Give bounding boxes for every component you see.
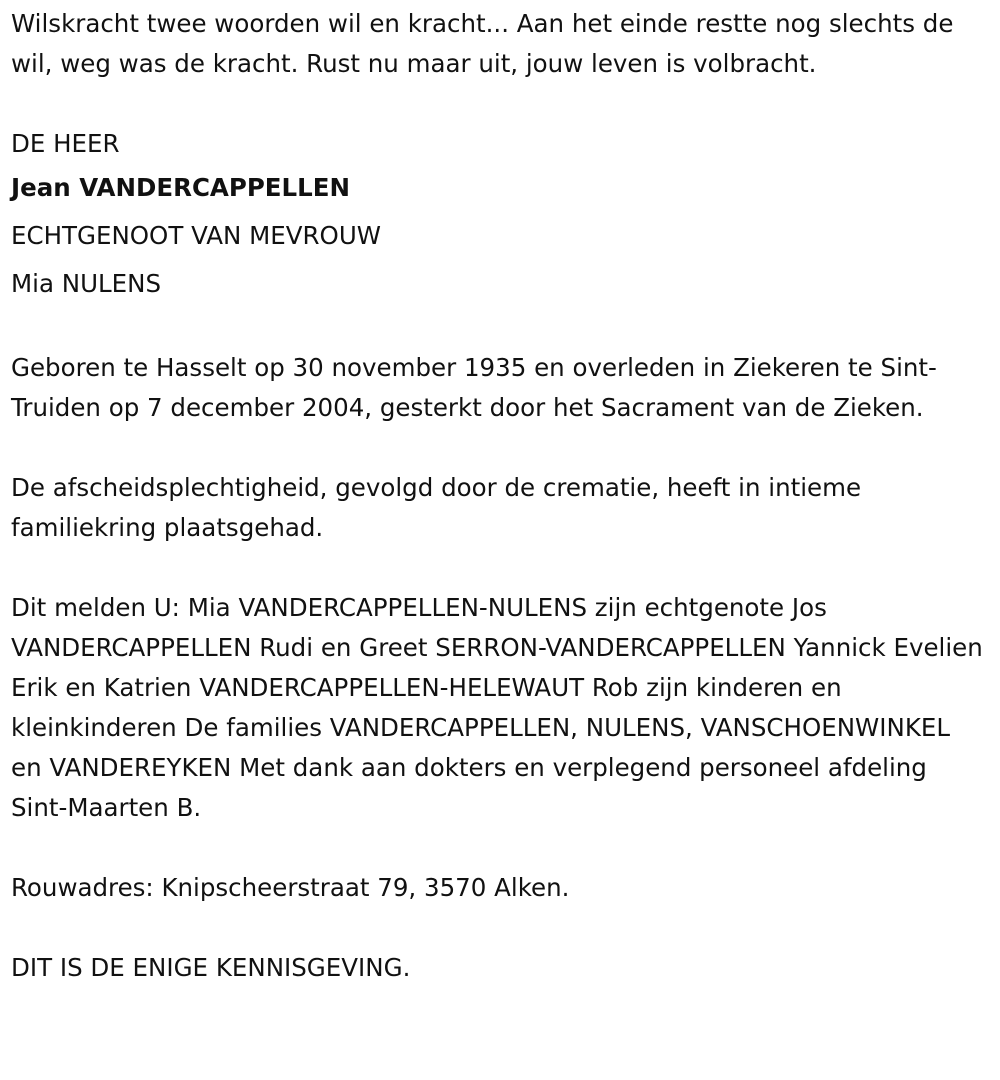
title-prefix: DE HEER <box>11 129 120 158</box>
death-notice <box>11 4 986 988</box>
mourning-address: Rouwadres: Knipscheerstraat 79, 3570 Alken. <box>11 873 570 902</box>
announcers-paragraph: Dit melden U: Mia VANDERCAPPELLEN-NULENS zijn echtgenote Jos VANDERCAPPELLEN Rudi en Greet SERRON-VANDERCAPPELLEN Yannick Evelien Erik en Katrien VANDERCAPPELLEN-HELEWAUT Rob zijn kinderen en kleinkinderen De families VANDERCAPPELLEN, NULENS, VANSCHOENWINKEL en VANDEREYKEN Met dank aan dokters en verplegend personeel afdeling Sint-Maarten B. <box>11 593 983 822</box>
spacer <box>11 548 986 588</box>
spacer <box>11 828 986 868</box>
spouse-name: Mia NULENS <box>11 269 162 298</box>
deceased-name: Jean VANDERCAPPELLEN <box>11 173 350 202</box>
spacer <box>11 908 986 948</box>
spacer <box>11 84 986 124</box>
birth-death-paragraph: Geboren te Hasselt op 30 november 1935 en overleden in Ziekeren te Sint-Truiden op 7 december 2004, gesterkt door het Sacrament van de Zieken. <box>11 353 937 422</box>
closing-statement: DIT IS DE ENIGE KENNISGEVING. <box>11 953 411 982</box>
ceremony-paragraph: De afscheidsplechtigheid, gevolgd door de crematie, heeft in intieme familiekring plaatsgehad. <box>11 473 862 542</box>
spacer <box>11 428 986 468</box>
poem-paragraph: Wilskracht twee woorden wil en kracht... Aan het einde restte nog slechts de wil, weg was de kracht. Rust nu maar uit, jouw leven is volbracht. <box>11 9 954 78</box>
spacer <box>11 308 986 348</box>
spouse-label: ECHTGENOOT VAN MEVROUW <box>11 221 382 250</box>
